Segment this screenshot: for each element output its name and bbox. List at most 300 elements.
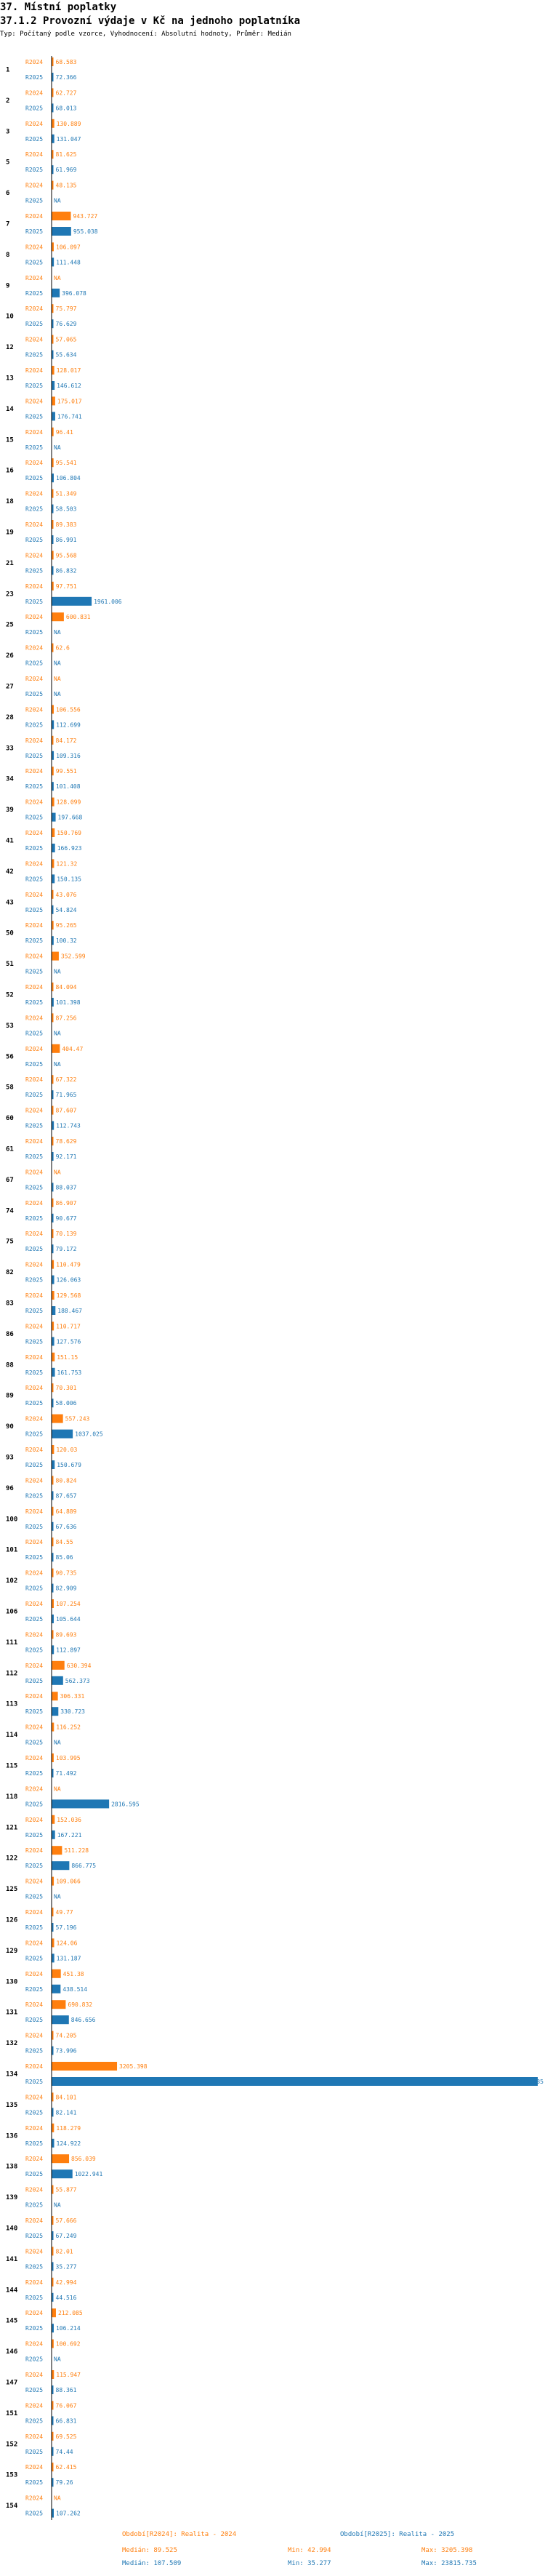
- series-label-r2024: R2024: [25, 1385, 44, 1392]
- bar-r2024: [52, 2062, 117, 2071]
- value-label-r2024: 630.394: [66, 1662, 92, 1669]
- group-label: 89: [6, 1392, 14, 1400]
- series-label-r2025: R2025: [25, 1400, 44, 1407]
- group-label: 93: [6, 1454, 14, 1462]
- value-label-r2025: 109.316: [56, 752, 81, 759]
- bar-r2025: [52, 1276, 54, 1284]
- series-label-r2025: R2025: [25, 567, 44, 575]
- group-label: 19: [6, 529, 14, 537]
- value-label-r2024: 212.085: [57, 2310, 83, 2317]
- group-label: 113: [6, 1700, 18, 1708]
- series-label-r2024: R2024: [25, 2310, 44, 2317]
- series-label-r2024: R2024: [25, 2248, 44, 2255]
- group-label: 7: [6, 220, 10, 228]
- bar-r2025: [52, 381, 54, 390]
- value-label-r2024: 110.479: [56, 1261, 81, 1268]
- group-label: 3: [6, 128, 10, 136]
- value-label-r2024: 74.205: [55, 2032, 77, 2039]
- bar-r2024: [52, 1044, 60, 1053]
- group-label: 152: [6, 2441, 18, 2449]
- value-label-r2025: 124.922: [56, 2140, 81, 2147]
- group-label: 2: [6, 97, 10, 105]
- bar-r2025: [52, 289, 60, 297]
- series-label-r2025: R2025: [25, 691, 44, 697]
- series-label-r2025: R2025: [25, 537, 44, 543]
- series-label-r2024: R2024: [25, 799, 44, 806]
- series-label-r2025: R2025: [25, 1060, 44, 1068]
- series-label-r2025: R2025: [25, 1122, 44, 1129]
- series-label-r2025: R2025: [25, 259, 44, 266]
- value-label-r2024: 120.03: [56, 1447, 78, 1453]
- value-label-r2024: 306.331: [60, 1693, 85, 1700]
- series-label-r2024: R2024: [25, 1292, 44, 1299]
- group-label: 1: [6, 66, 10, 74]
- series-label-r2024: R2024: [25, 1076, 44, 1084]
- bar-r2024: [52, 798, 54, 807]
- series-label-r2024: R2024: [25, 1353, 44, 1361]
- series-label-r2025: R2025: [25, 1708, 44, 1716]
- value-label-r2024: 106.097: [55, 244, 81, 251]
- series-label-r2025: R2025: [25, 1677, 44, 1684]
- value-label-r2024: NA: [54, 676, 61, 682]
- chart-subtitle: Typ: Počítaný podle vzorce, Vyhodnocení: Absolutní hodnoty, Průměr: Medián: [0, 31, 291, 38]
- series-label-r2024: R2024: [25, 922, 44, 929]
- value-label-r2024: 69.525: [55, 2433, 77, 2440]
- legend-r2024: Období[R2024]: Realita - 2024: [122, 2531, 237, 2538]
- group-label: 90: [6, 1423, 14, 1431]
- series-label-r2024: R2024: [25, 1261, 44, 1268]
- series-label-r2024: R2024: [25, 521, 44, 528]
- group-label: 13: [6, 375, 14, 383]
- group-label: 88: [6, 1361, 14, 1369]
- series-label-r2025: R2025: [25, 1893, 44, 1900]
- value-label-r2025: 58.503: [55, 505, 77, 513]
- series-label-r2025: R2025: [25, 2233, 44, 2239]
- series-label-r2025: R2025: [25, 1030, 44, 1037]
- series-label-r2024: R2024: [25, 336, 44, 343]
- series-label-r2025: R2025: [25, 814, 44, 821]
- value-label-r2024: 95.265: [55, 922, 77, 929]
- value-label-r2024: 118.279: [56, 2124, 81, 2132]
- group-label: 146: [6, 2348, 18, 2356]
- series-label-r2024: R2024: [25, 1631, 44, 1639]
- bar-r2025: [52, 1985, 60, 1993]
- value-label-r2024: 90.735: [55, 1569, 77, 1577]
- value-label-r2025: 126.063: [56, 1276, 81, 1284]
- bar-r2025: [52, 813, 56, 822]
- bar-r2024: [52, 396, 55, 405]
- bar-r2025: [52, 874, 54, 883]
- series-label-r2024: R2024: [25, 737, 44, 744]
- series-label-r2024: R2024: [25, 59, 44, 65]
- series-label-r2025: R2025: [25, 2047, 44, 2055]
- value-label-r2024: 106.556: [55, 706, 81, 713]
- series-label-r2025: R2025: [25, 999, 44, 1006]
- series-label-r2025: R2025: [25, 444, 44, 451]
- value-label-r2025: NA: [54, 629, 61, 636]
- bar-r2024: [52, 2000, 65, 2009]
- value-label-r2024: NA: [54, 274, 61, 281]
- bar-r2025: [52, 1306, 55, 1315]
- min-r2024: Min: 42.994: [288, 2547, 331, 2554]
- series-label-r2024: R2024: [25, 120, 44, 127]
- group-label: 41: [6, 837, 14, 845]
- group-label: 58: [6, 1084, 14, 1092]
- series-label-r2025: R2025: [25, 321, 44, 328]
- series-label-r2025: R2025: [25, 1739, 44, 1746]
- series-label-r2024: R2024: [25, 2340, 44, 2348]
- value-label-r2024: 451.38: [62, 1970, 84, 1977]
- value-label-r2025: 131.187: [56, 1955, 81, 1962]
- series-label-r2025: R2025: [25, 351, 44, 359]
- series-label-r2025: R2025: [25, 289, 44, 297]
- chart-footer: [0, 2531, 545, 2576]
- series-label-r2024: R2024: [25, 460, 44, 467]
- series-label-r2024: R2024: [25, 706, 44, 713]
- bar-r2025: [52, 412, 55, 420]
- series-label-r2024: R2024: [25, 1169, 44, 1176]
- series-label-r2024: R2024: [25, 1323, 44, 1330]
- section-title: 37. Místní poplatky: [0, 1, 117, 13]
- series-label-r2024: R2024: [25, 2495, 44, 2502]
- series-label-r2025: R2025: [25, 505, 44, 513]
- series-label-r2024: R2024: [25, 1015, 44, 1022]
- series-label-r2025: R2025: [25, 752, 44, 759]
- series-label-r2024: R2024: [25, 860, 44, 868]
- group-label: 100: [6, 1516, 18, 1524]
- series-label-r2025: R2025: [25, 2417, 44, 2425]
- series-label-r2024: R2024: [25, 1199, 44, 1207]
- value-label-r2025: NA: [54, 1739, 61, 1746]
- bar-r2025: [52, 2169, 73, 2178]
- series-label-r2025: R2025: [25, 135, 44, 143]
- series-label-r2025: R2025: [25, 2448, 44, 2455]
- value-label-r2025: NA: [54, 444, 61, 451]
- group-label: 51: [6, 961, 14, 969]
- series-label-r2025: R2025: [25, 1585, 44, 1592]
- group-label: 102: [6, 1577, 18, 1585]
- value-label-r2024: 62.6: [55, 644, 70, 652]
- series-label-r2025: R2025: [25, 2510, 44, 2517]
- value-label-r2025: NA: [54, 1060, 61, 1068]
- value-label-r2025: 161.753: [57, 1369, 82, 1376]
- series-label-r2025: R2025: [25, 1153, 44, 1160]
- value-label-r2024: 128.099: [56, 799, 81, 806]
- bar-r2024: [52, 1969, 61, 1978]
- series-label-r2024: R2024: [25, 1477, 44, 1484]
- series-label-r2025: R2025: [25, 413, 44, 420]
- series-label-r2024: R2024: [25, 2094, 44, 2101]
- group-label: 115: [6, 1762, 18, 1770]
- group-label: 153: [6, 2471, 18, 2479]
- min-r2025: Min: 35.277: [288, 2560, 331, 2567]
- series-label-r2024: R2024: [25, 1601, 44, 1607]
- series-label-r2024: R2024: [25, 1231, 44, 1238]
- value-label-r2025: 150.135: [57, 876, 81, 883]
- series-label-r2025: R2025: [25, 74, 44, 81]
- group-label: 74: [6, 1207, 14, 1215]
- value-label-r2024: 97.751: [55, 583, 77, 590]
- series-label-r2025: R2025: [25, 1523, 44, 1530]
- value-label-r2025: 101.398: [55, 999, 81, 1006]
- value-label-r2025: 73.996: [55, 2047, 77, 2055]
- value-label-r2024: 89.693: [55, 1631, 77, 1639]
- value-label-r2025: 846.656: [70, 2017, 96, 2024]
- series-label-r2025: R2025: [25, 937, 44, 945]
- series-label-r2024: R2024: [25, 398, 44, 405]
- chart-title: 37.1.2 Provozní výdaje v Kč na jednoho poplatníka: [0, 15, 301, 27]
- series-label-r2025: R2025: [25, 783, 44, 791]
- series-label-r2025: R2025: [25, 721, 44, 729]
- value-label-r2025: 438.514: [62, 1985, 88, 1993]
- bar-r2024: [52, 1815, 54, 1824]
- group-label: 75: [6, 1238, 14, 1246]
- value-label-r2024: 82.01: [55, 2248, 73, 2255]
- series-label-r2025: R2025: [25, 2201, 44, 2209]
- value-label-r2024: 80.824: [55, 1477, 77, 1484]
- value-label-r2025: 176.741: [57, 413, 82, 420]
- value-label-r2025: 562.373: [65, 1677, 90, 1684]
- group-label: 9: [6, 282, 10, 290]
- group-label: 141: [6, 2255, 18, 2263]
- bar-r2025: [52, 227, 71, 236]
- value-label-r2025: 57.196: [55, 1924, 77, 1931]
- series-label-r2024: R2024: [25, 1724, 44, 1731]
- value-label-r2024: 150.769: [57, 830, 81, 836]
- value-label-r2024: 57.666: [55, 2217, 77, 2224]
- group-label: 15: [6, 436, 14, 444]
- bar-r2024: [52, 1353, 54, 1361]
- bar-r2024: [52, 1692, 58, 1700]
- series-label-r2024: R2024: [25, 1107, 44, 1114]
- value-label-r2025: 23815.735: [512, 2079, 544, 2085]
- series-label-r2024: R2024: [25, 2279, 44, 2286]
- value-label-r2025: 88.361: [55, 2387, 77, 2393]
- group-label: 50: [6, 929, 14, 937]
- series-label-r2024: R2024: [25, 1569, 44, 1577]
- series-label-r2025: R2025: [25, 1616, 44, 1623]
- group-label: 129: [6, 1947, 18, 1955]
- series-label-r2025: R2025: [25, 1246, 44, 1253]
- group-label: 125: [6, 1886, 18, 1894]
- value-label-r2025: 955.038: [73, 228, 98, 235]
- value-label-r2025: NA: [54, 660, 61, 667]
- series-label-r2024: R2024: [25, 151, 44, 159]
- value-label-r2025: 101.408: [55, 783, 81, 791]
- group-label: 106: [6, 1608, 18, 1616]
- group-label: 122: [6, 1855, 18, 1863]
- value-label-r2024: 103.995: [55, 1755, 81, 1761]
- series-label-r2025: R2025: [25, 2171, 44, 2178]
- series-label-r2024: R2024: [25, 1785, 44, 1793]
- value-label-r2024: 84.101: [55, 2094, 77, 2101]
- series-label-r2025: R2025: [25, 1338, 44, 1345]
- bar-r2025: [52, 2015, 69, 2024]
- series-label-r2024: R2024: [25, 1755, 44, 1761]
- series-label-r2024: R2024: [25, 552, 44, 559]
- series-label-r2025: R2025: [25, 1955, 44, 1962]
- value-label-r2025: 197.668: [57, 814, 83, 821]
- series-label-r2024: R2024: [25, 891, 44, 898]
- group-label: 14: [6, 405, 14, 413]
- series-label-r2024: R2024: [25, 1693, 44, 1700]
- series-label-r2024: R2024: [25, 1940, 44, 1947]
- series-label-r2025: R2025: [25, 876, 44, 883]
- value-label-r2025: 2816.595: [111, 1801, 140, 1808]
- value-label-r2025: 127.576: [56, 1338, 81, 1345]
- series-label-r2025: R2025: [25, 1770, 44, 1777]
- series-label-r2025: R2025: [25, 2325, 44, 2332]
- series-label-r2025: R2025: [25, 660, 44, 667]
- value-label-r2025: 1037.025: [75, 1431, 103, 1438]
- bar-r2025: [52, 1430, 73, 1439]
- series-label-r2024: R2024: [25, 1045, 44, 1052]
- value-label-r2025: 105.644: [55, 1616, 81, 1623]
- series-label-r2025: R2025: [25, 1215, 44, 1222]
- value-label-r2024: 3205.398: [119, 2063, 148, 2070]
- bar-r2025: [52, 1953, 54, 1962]
- bar-r2024: [52, 828, 54, 837]
- value-label-r2025: 79.172: [55, 1246, 77, 1253]
- group-label: 33: [6, 745, 14, 753]
- value-label-r2024: 70.139: [55, 1231, 77, 1238]
- group-label: 118: [6, 1793, 18, 1801]
- value-label-r2025: 67.636: [55, 1523, 77, 1530]
- value-label-r2024: 57.065: [55, 336, 77, 343]
- value-label-r2024: 107.254: [56, 1601, 81, 1607]
- value-label-r2025: 71.492: [55, 1770, 77, 1777]
- value-label-r2024: 84.172: [55, 737, 77, 744]
- value-label-r2025: 1961.006: [94, 598, 122, 605]
- series-label-r2024: R2024: [25, 2372, 44, 2378]
- value-label-r2025: 188.467: [57, 1308, 83, 1314]
- series-label-r2024: R2024: [25, 2464, 44, 2471]
- value-label-r2025: 112.743: [56, 1122, 81, 1129]
- group-label: 10: [6, 313, 14, 321]
- group-label: 5: [6, 159, 10, 167]
- value-label-r2024: 95.541: [55, 460, 77, 467]
- group-label: 114: [6, 1732, 18, 1740]
- series-label-r2024: R2024: [25, 2433, 44, 2440]
- group-label: 25: [6, 621, 14, 629]
- group-label: 126: [6, 1916, 18, 1924]
- value-label-r2025: 330.723: [60, 1708, 86, 1716]
- bar-r2025: [52, 1337, 54, 1345]
- group-label: 39: [6, 807, 14, 815]
- series-label-r2025: R2025: [25, 2109, 44, 2116]
- group-label: 18: [6, 498, 14, 506]
- bar-r2025: [52, 1799, 109, 1808]
- group-label: 130: [6, 1978, 18, 1986]
- value-label-r2025: 35.277: [55, 2263, 77, 2271]
- bar-r2024: [52, 859, 54, 868]
- group-label: 6: [6, 190, 10, 198]
- group-label: 28: [6, 713, 14, 721]
- bar-r2025: [52, 1707, 58, 1716]
- value-label-r2024: 856.039: [71, 2156, 96, 2163]
- value-label-r2025: 107.262: [56, 2510, 81, 2517]
- series-label-r2025: R2025: [25, 1184, 44, 1191]
- series-label-r2024: R2024: [25, 2124, 44, 2132]
- series-label-r2024: R2024: [25, 89, 44, 97]
- series-label-r2024: R2024: [25, 2402, 44, 2409]
- series-label-r2024: R2024: [25, 274, 44, 281]
- series-label-r2025: R2025: [25, 598, 44, 605]
- group-label: 21: [6, 559, 14, 567]
- group-label: 132: [6, 2040, 18, 2048]
- series-label-r2024: R2024: [25, 2063, 44, 2070]
- value-label-r2025: 55.634: [55, 351, 77, 359]
- series-label-r2024: R2024: [25, 1539, 44, 1546]
- series-label-r2024: R2024: [25, 305, 44, 313]
- value-label-r2025: 112.897: [56, 1647, 81, 1654]
- series-label-r2025: R2025: [25, 1924, 44, 1931]
- value-label-r2025: 58.006: [55, 1400, 77, 1407]
- bar-r2024: [52, 1291, 54, 1300]
- series-label-r2025: R2025: [25, 2140, 44, 2147]
- bar-r2025: [52, 135, 54, 143]
- value-label-r2025: NA: [54, 968, 61, 975]
- series-label-r2024: R2024: [25, 830, 44, 836]
- bar-r2025: [52, 1831, 55, 1839]
- series-label-r2025: R2025: [25, 1492, 44, 1500]
- series-label-r2024: R2024: [25, 1415, 44, 1423]
- group-label: 96: [6, 1484, 14, 1492]
- group-label: 60: [6, 1115, 14, 1123]
- value-label-r2025: 88.037: [55, 1184, 77, 1191]
- group-label: 131: [6, 2009, 18, 2017]
- value-label-r2024: 84.55: [55, 1539, 73, 1546]
- group-label: 151: [6, 2409, 18, 2417]
- series-label-r2024: R2024: [25, 490, 44, 497]
- value-label-r2024: 84.094: [55, 984, 77, 991]
- value-label-r2024: 116.252: [56, 1724, 81, 1731]
- series-label-r2024: R2024: [25, 244, 44, 251]
- group-label: 121: [6, 1824, 18, 1832]
- series-label-r2024: R2024: [25, 644, 44, 652]
- bar-r2025: [52, 1368, 55, 1377]
- value-label-r2024: 352.599: [60, 953, 86, 960]
- value-label-r2025: NA: [54, 197, 61, 204]
- value-label-r2024: 96.41: [55, 428, 73, 436]
- group-label: 23: [6, 591, 14, 599]
- series-label-r2024: R2024: [25, 182, 44, 189]
- value-label-r2025: 166.923: [57, 845, 82, 852]
- group-label: 34: [6, 775, 14, 783]
- series-label-r2025: R2025: [25, 1863, 44, 1870]
- bar-r2024: [52, 1661, 65, 1670]
- group-label: 135: [6, 2101, 18, 2109]
- value-label-r2025: NA: [54, 1893, 61, 1900]
- group-label: 26: [6, 652, 14, 660]
- bar-r2025: [52, 2139, 54, 2148]
- value-label-r2024: 55.877: [55, 2186, 77, 2193]
- value-label-r2025: 1022.941: [74, 2171, 103, 2178]
- value-label-r2024: 51.349: [55, 490, 77, 497]
- bar-r2024: [52, 119, 54, 128]
- series-label-r2025: R2025: [25, 2079, 44, 2085]
- value-label-r2024: 75.797: [55, 305, 77, 313]
- value-label-r2025: 111.448: [56, 259, 81, 266]
- value-label-r2025: 396.078: [62, 289, 86, 297]
- series-label-r2024: R2024: [25, 1847, 44, 1855]
- value-label-r2025: 74.44: [55, 2448, 73, 2455]
- value-label-r2025: 72.366: [55, 74, 77, 81]
- value-label-r2025: 85.06: [55, 1554, 73, 1561]
- value-label-r2024: 68.583: [55, 59, 77, 65]
- value-label-r2024: 511.228: [64, 1847, 89, 1855]
- value-label-r2025: 150.679: [57, 1462, 81, 1468]
